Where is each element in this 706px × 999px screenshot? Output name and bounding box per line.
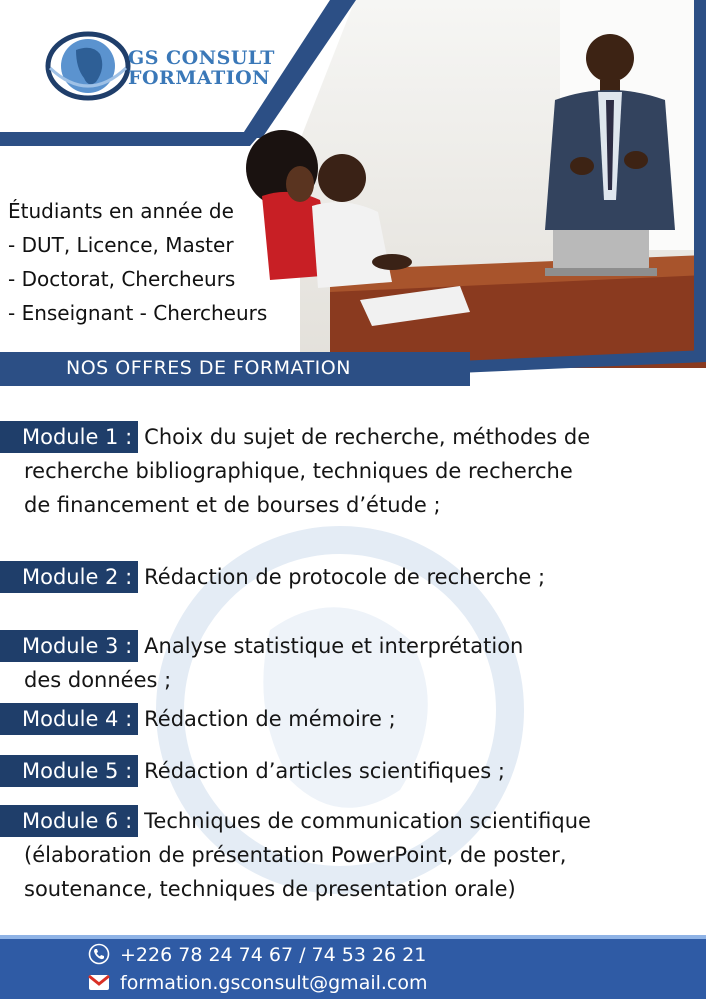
logo-text	[128, 48, 275, 88]
target-audience	[8, 194, 267, 330]
logo-line2: FORMATION	[128, 67, 271, 89]
module-text: Techniques de communication scientifique	[144, 809, 591, 833]
phone-contact	[88, 943, 426, 966]
module-6	[0, 804, 591, 906]
logo-line1: GS CONSULT	[128, 47, 275, 69]
module-badge: Module 3 :	[0, 630, 138, 662]
module-text: recherche bibliographique, techniques de recherche	[24, 459, 573, 483]
offers-title: NOS OFFRES DE FORMATION	[66, 357, 351, 379]
module-text: Choix du sujet de recherche, méthodes de	[144, 425, 591, 449]
module-text: Rédaction de protocole de recherche ;	[144, 565, 546, 589]
email-address[interactable]: formation.gsconsult@gmail.com	[120, 972, 428, 994]
offers-banner	[0, 352, 470, 386]
module-text: des données ;	[24, 668, 172, 692]
gmail-icon	[88, 971, 110, 993]
audience-line: Étudiants en année de	[8, 199, 234, 223]
audience-line: - DUT, Licence, Master	[8, 233, 234, 257]
module-3	[0, 629, 523, 697]
module-2	[0, 560, 545, 594]
audience-line: - Enseignant - Chercheurs	[8, 301, 268, 325]
module-text: Rédaction d’articles scientifiques ;	[144, 759, 505, 783]
module-1	[0, 420, 590, 522]
phone-number[interactable]: +226 78 24 74 67 / 74 53 26 21	[120, 944, 427, 966]
module-text: de financement et de bourses d’étude ;	[24, 493, 441, 517]
footer-stripe	[0, 935, 706, 939]
module-badge: Module 6 :	[0, 805, 138, 837]
module-text: soutenance, techniques de presentation orale)	[24, 877, 516, 901]
module-5	[0, 754, 505, 788]
email-contact	[88, 971, 428, 994]
module-badge: Module 4 :	[0, 703, 138, 735]
audience-line: - Doctorat, Chercheurs	[8, 267, 236, 291]
phone-icon	[88, 943, 110, 965]
module-badge: Module 1 :	[0, 421, 138, 453]
module-text: (élaboration de présentation PowerPoint, de poster,	[24, 843, 567, 867]
contact-footer	[0, 935, 706, 999]
module-badge: Module 5 :	[0, 755, 138, 787]
module-text: Analyse statistique et interprétation	[144, 634, 524, 658]
module-badge: Module 2 :	[0, 561, 138, 593]
module-text: Rédaction de mémoire ;	[144, 707, 396, 731]
module-4	[0, 702, 396, 736]
